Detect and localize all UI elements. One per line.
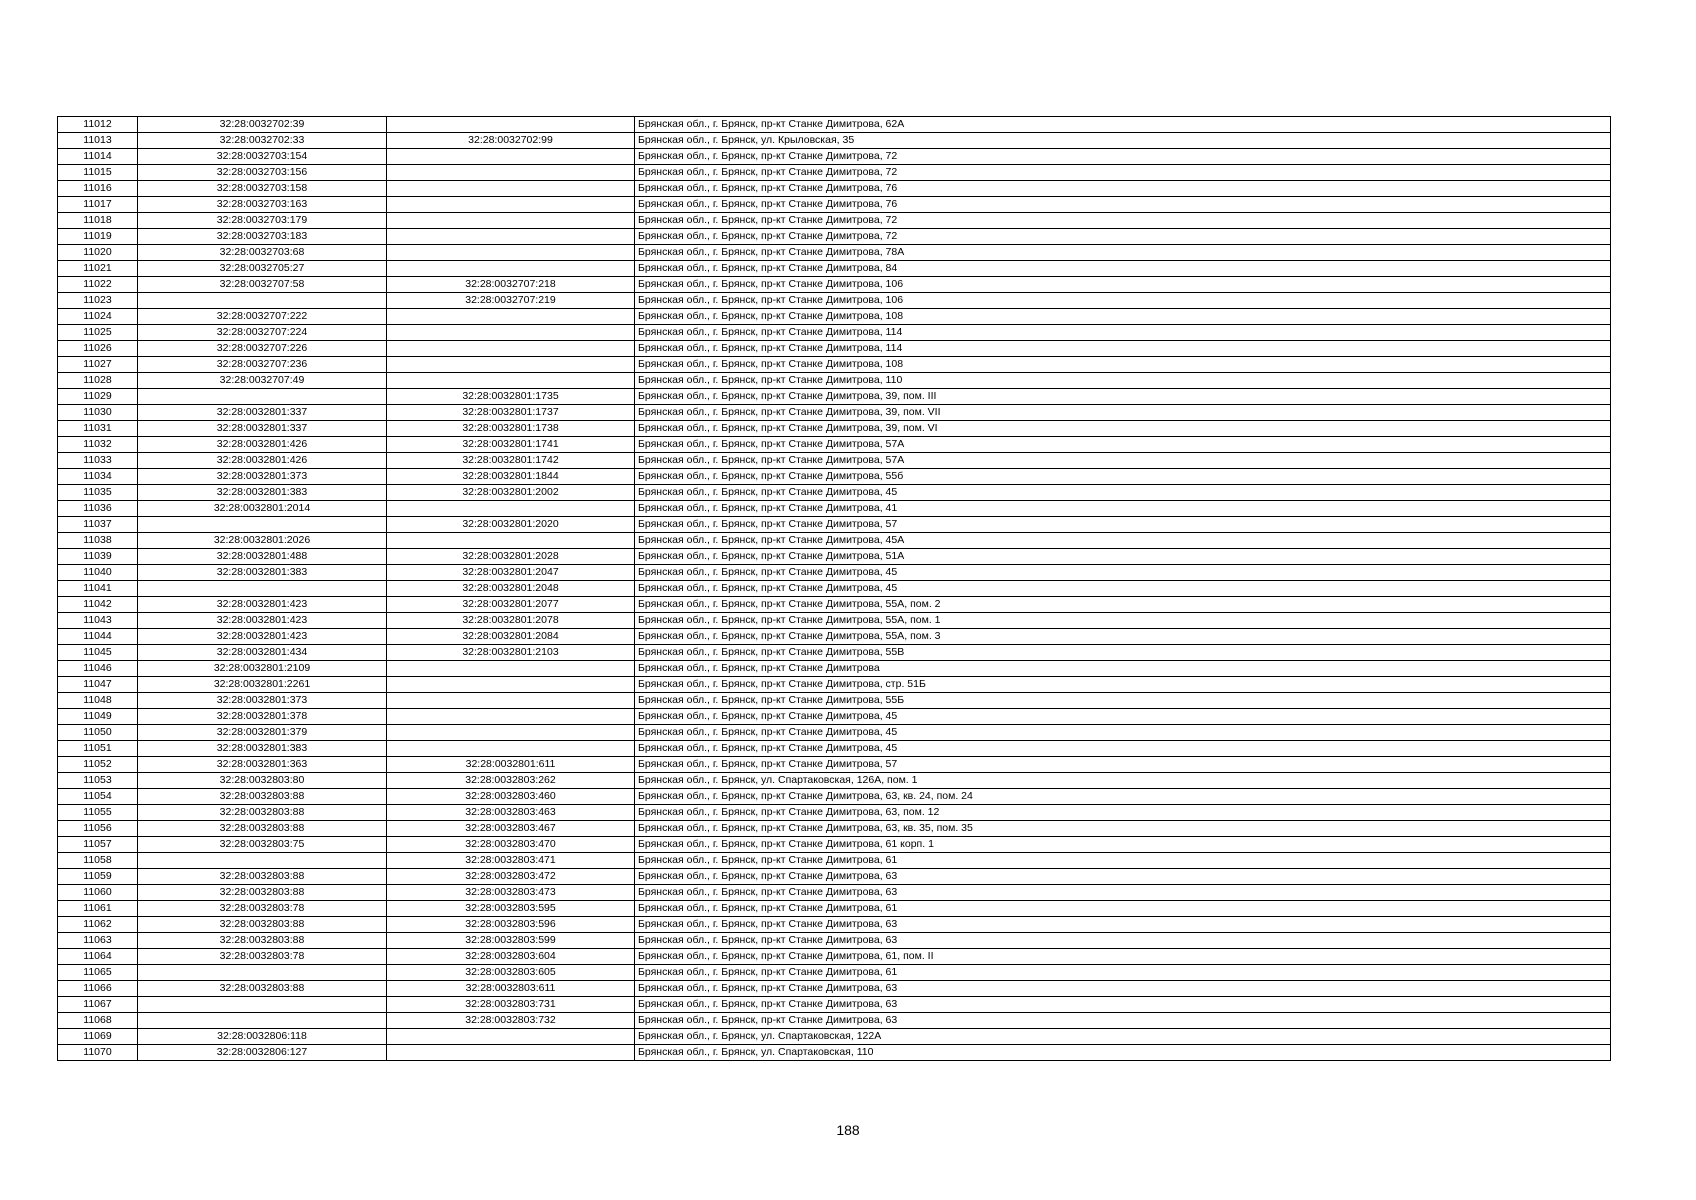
address-cell: Брянская обл., г. Брянск, пр-кт Станке Димитрова, 55В	[635, 645, 1611, 661]
row-number-cell: 11060	[58, 885, 138, 901]
object-cadastral-number-cell	[387, 117, 635, 133]
parcel-cadastral-number-cell: 32:28:0032702:39	[138, 117, 387, 133]
row-number-cell: 11041	[58, 581, 138, 597]
object-cadastral-number-cell	[387, 693, 635, 709]
table-row	[58, 325, 1611, 341]
object-cadastral-number-cell: 32:28:0032803:463	[387, 805, 635, 821]
parcel-cadastral-number-cell: 32:28:0032707:222	[138, 309, 387, 325]
address-cell: Брянская обл., г. Брянск, пр-кт Станке Димитрова, 114	[635, 325, 1611, 341]
object-cadastral-number-cell: 32:28:0032803:611	[387, 981, 635, 997]
row-number-cell: 11049	[58, 709, 138, 725]
parcel-cadastral-number-cell: 32:28:0032803:88	[138, 805, 387, 821]
parcel-cadastral-number-cell: 32:28:0032803:78	[138, 949, 387, 965]
address-cell: Брянская обл., г. Брянск, пр-кт Станке Димитрова, 61	[635, 853, 1611, 869]
address-cell: Брянская обл., г. Брянск, пр-кт Станке Димитрова, 45	[635, 565, 1611, 581]
row-number-cell: 11044	[58, 629, 138, 645]
address-cell: Брянская обл., г. Брянск, пр-кт Станке Димитрова, 106	[635, 277, 1611, 293]
parcel-cadastral-number-cell: 32:28:0032801:378	[138, 709, 387, 725]
table-row	[58, 837, 1611, 853]
table-row	[58, 373, 1611, 389]
object-cadastral-number-cell	[387, 229, 635, 245]
parcel-cadastral-number-cell: 32:28:0032801:337	[138, 405, 387, 421]
parcel-cadastral-number-cell: 32:28:0032707:236	[138, 357, 387, 373]
address-cell: Брянская обл., г. Брянск, пр-кт Станке Димитрова, 108	[635, 309, 1611, 325]
address-cell: Брянская обл., г. Брянск, пр-кт Станке Димитрова, 63	[635, 1013, 1611, 1029]
parcel-cadastral-number-cell: 32:28:0032801:383	[138, 485, 387, 501]
parcel-cadastral-number-cell: 32:28:0032707:49	[138, 373, 387, 389]
object-cadastral-number-cell	[387, 533, 635, 549]
table-row	[58, 197, 1611, 213]
parcel-cadastral-number-cell: 32:28:0032803:88	[138, 933, 387, 949]
address-cell: Брянская обл., г. Брянск, пр-кт Станке Димитрова, 110	[635, 373, 1611, 389]
row-number-cell: 11042	[58, 597, 138, 613]
row-number-cell: 11015	[58, 165, 138, 181]
row-number-cell: 11028	[58, 373, 138, 389]
object-cadastral-number-cell: 32:28:0032803:467	[387, 821, 635, 837]
address-cell: Брянская обл., г. Брянск, пр-кт Станке Димитрова, 55б	[635, 469, 1611, 485]
table-row	[58, 517, 1611, 533]
row-number-cell: 11045	[58, 645, 138, 661]
table-row	[58, 645, 1611, 661]
table-row	[58, 405, 1611, 421]
row-number-cell: 11046	[58, 661, 138, 677]
address-cell: Брянская обл., г. Брянск, пр-кт Станке Димитрова, 45	[635, 741, 1611, 757]
parcel-cadastral-number-cell: 32:28:0032801:434	[138, 645, 387, 661]
object-cadastral-number-cell	[387, 213, 635, 229]
parcel-cadastral-number-cell: 32:28:0032703:158	[138, 181, 387, 197]
parcel-cadastral-number-cell: 32:28:0032801:2109	[138, 661, 387, 677]
object-cadastral-number-cell: 32:28:0032803:731	[387, 997, 635, 1013]
table-row	[58, 965, 1611, 981]
row-number-cell: 11036	[58, 501, 138, 517]
row-number-cell: 11056	[58, 821, 138, 837]
object-cadastral-number-cell: 32:28:0032803:596	[387, 917, 635, 933]
table-row	[58, 149, 1611, 165]
parcel-cadastral-number-cell: 32:28:0032801:2261	[138, 677, 387, 693]
parcel-cadastral-number-cell	[138, 293, 387, 309]
row-number-cell: 11035	[58, 485, 138, 501]
row-number-cell: 11016	[58, 181, 138, 197]
object-cadastral-number-cell	[387, 501, 635, 517]
row-number-cell: 11055	[58, 805, 138, 821]
parcel-cadastral-number-cell: 32:28:0032703:154	[138, 149, 387, 165]
parcel-cadastral-number-cell	[138, 965, 387, 981]
address-cell: Брянская обл., г. Брянск, пр-кт Станке Димитрова, 63, кв. 35, пом. 35	[635, 821, 1611, 837]
object-cadastral-number-cell: 32:28:0032702:99	[387, 133, 635, 149]
parcel-cadastral-number-cell: 32:28:0032803:88	[138, 981, 387, 997]
row-number-cell: 11047	[58, 677, 138, 693]
table-row	[58, 693, 1611, 709]
address-cell: Брянская обл., г. Брянск, пр-кт Станке Димитрова, 61 корп. 1	[635, 837, 1611, 853]
address-cell: Брянская обл., г. Брянск, пр-кт Станке Димитрова, 61, пом. II	[635, 949, 1611, 965]
table-row	[58, 677, 1611, 693]
address-cell: Брянская обл., г. Брянск, пр-кт Станке Димитрова, 63	[635, 917, 1611, 933]
parcel-cadastral-number-cell: 32:28:0032801:426	[138, 437, 387, 453]
table-row	[58, 661, 1611, 677]
address-cell: Брянская обл., г. Брянск, пр-кт Станке Димитрова, 84	[635, 261, 1611, 277]
object-cadastral-number-cell: 32:28:0032803:472	[387, 869, 635, 885]
object-cadastral-number-cell	[387, 741, 635, 757]
address-cell: Брянская обл., г. Брянск, пр-кт Станке Димитрова, 45	[635, 581, 1611, 597]
row-number-cell: 11050	[58, 725, 138, 741]
parcel-cadastral-number-cell	[138, 1013, 387, 1029]
table-row	[58, 421, 1611, 437]
table-row	[58, 613, 1611, 629]
parcel-cadastral-number-cell: 32:28:0032801:426	[138, 453, 387, 469]
object-cadastral-number-cell: 32:28:0032803:470	[387, 837, 635, 853]
parcel-cadastral-number-cell	[138, 997, 387, 1013]
row-number-cell: 11043	[58, 613, 138, 629]
object-cadastral-number-cell: 32:28:0032801:1737	[387, 405, 635, 421]
row-number-cell: 11070	[58, 1045, 138, 1061]
parcel-cadastral-number-cell: 32:28:0032801:423	[138, 629, 387, 645]
parcel-cadastral-number-cell: 32:28:0032703:179	[138, 213, 387, 229]
row-number-cell: 11061	[58, 901, 138, 917]
parcel-cadastral-number-cell	[138, 581, 387, 597]
object-cadastral-number-cell: 32:28:0032803:599	[387, 933, 635, 949]
object-cadastral-number-cell	[387, 245, 635, 261]
row-number-cell: 11026	[58, 341, 138, 357]
address-cell: Брянская обл., г. Брянск, пр-кт Станке Димитрова, 55А, пом. 2	[635, 597, 1611, 613]
parcel-cadastral-number-cell: 32:28:0032801:337	[138, 421, 387, 437]
parcel-cadastral-number-cell: 32:28:0032801:373	[138, 693, 387, 709]
parcel-cadastral-number-cell	[138, 853, 387, 869]
row-number-cell: 11012	[58, 117, 138, 133]
address-cell: Брянская обл., г. Брянск, пр-кт Станке Димитрова, 63, кв. 24, пом. 24	[635, 789, 1611, 805]
table-row	[58, 1013, 1611, 1029]
object-cadastral-number-cell: 32:28:0032803:471	[387, 853, 635, 869]
table-row	[58, 709, 1611, 725]
table-row	[58, 853, 1611, 869]
address-cell: Брянская обл., г. Брянск, пр-кт Станке Димитрова, 72	[635, 229, 1611, 245]
row-number-cell: 11037	[58, 517, 138, 533]
object-cadastral-number-cell: 32:28:0032803:262	[387, 773, 635, 789]
object-cadastral-number-cell: 32:28:0032803:604	[387, 949, 635, 965]
row-number-cell: 11048	[58, 693, 138, 709]
object-cadastral-number-cell	[387, 149, 635, 165]
row-number-cell: 11027	[58, 357, 138, 373]
object-cadastral-number-cell	[387, 309, 635, 325]
address-cell: Брянская обл., г. Брянск, пр-кт Станке Димитрова, стр. 51Б	[635, 677, 1611, 693]
table-row	[58, 133, 1611, 149]
table-row	[58, 1045, 1611, 1061]
parcel-cadastral-number-cell: 32:28:0032702:33	[138, 133, 387, 149]
address-cell: Брянская обл., г. Брянск, пр-кт Станке Димитрова, 45	[635, 485, 1611, 501]
parcel-cadastral-number-cell: 32:28:0032801:423	[138, 613, 387, 629]
table-row	[58, 741, 1611, 757]
table-row	[58, 773, 1611, 789]
object-cadastral-number-cell: 32:28:0032801:2020	[387, 517, 635, 533]
parcel-cadastral-number-cell: 32:28:0032803:88	[138, 821, 387, 837]
object-cadastral-number-cell	[387, 165, 635, 181]
parcel-cadastral-number-cell: 32:28:0032703:156	[138, 165, 387, 181]
address-cell: Брянская обл., г. Брянск, ул. Спартаковская, 126А, пом. 1	[635, 773, 1611, 789]
address-cell: Брянская обл., г. Брянск, пр-кт Станке Димитрова, 45А	[635, 533, 1611, 549]
object-cadastral-number-cell	[387, 181, 635, 197]
table-row	[58, 293, 1611, 309]
parcel-cadastral-number-cell: 32:28:0032707:58	[138, 277, 387, 293]
row-number-cell: 11023	[58, 293, 138, 309]
parcel-cadastral-number-cell: 32:28:0032705:27	[138, 261, 387, 277]
address-cell: Брянская обл., г. Брянск, пр-кт Станке Димитрова, 45	[635, 709, 1611, 725]
object-cadastral-number-cell: 32:28:0032803:473	[387, 885, 635, 901]
row-number-cell: 11018	[58, 213, 138, 229]
row-number-cell: 11014	[58, 149, 138, 165]
table-row	[58, 725, 1611, 741]
object-cadastral-number-cell: 32:28:0032707:219	[387, 293, 635, 309]
table-row	[58, 789, 1611, 805]
row-number-cell: 11053	[58, 773, 138, 789]
parcel-cadastral-number-cell: 32:28:0032707:226	[138, 341, 387, 357]
row-number-cell: 11065	[58, 965, 138, 981]
parcel-cadastral-number-cell: 32:28:0032803:88	[138, 885, 387, 901]
table-row	[58, 805, 1611, 821]
address-cell: Брянская обл., г. Брянск, пр-кт Станке Димитрова, 57	[635, 757, 1611, 773]
address-cell: Брянская обл., г. Брянск, пр-кт Станке Димитрова, 72	[635, 149, 1611, 165]
table-row	[58, 165, 1611, 181]
address-cell: Брянская обл., г. Брянск, пр-кт Станке Димитрова, 63, пом. 12	[635, 805, 1611, 821]
address-cell: Брянская обл., г. Брянск, пр-кт Станке Димитрова, 61	[635, 901, 1611, 917]
row-number-cell: 11040	[58, 565, 138, 581]
parcel-cadastral-number-cell: 32:28:0032801:2014	[138, 501, 387, 517]
table-row	[58, 245, 1611, 261]
address-cell: Брянская обл., г. Брянск, пр-кт Станке Димитрова, 72	[635, 213, 1611, 229]
address-cell: Брянская обл., г. Брянск, пр-кт Станке Димитрова, 57	[635, 517, 1611, 533]
row-number-cell: 11030	[58, 405, 138, 421]
parcel-cadastral-number-cell: 32:28:0032703:68	[138, 245, 387, 261]
registry-table-body	[58, 117, 1611, 1061]
table-row	[58, 181, 1611, 197]
object-cadastral-number-cell: 32:28:0032801:2002	[387, 485, 635, 501]
parcel-cadastral-number-cell	[138, 389, 387, 405]
object-cadastral-number-cell: 32:28:0032801:1735	[387, 389, 635, 405]
table-row	[58, 933, 1611, 949]
parcel-cadastral-number-cell: 32:28:0032801:2026	[138, 533, 387, 549]
parcel-cadastral-number-cell: 32:28:0032806:127	[138, 1045, 387, 1061]
object-cadastral-number-cell	[387, 725, 635, 741]
row-number-cell: 11019	[58, 229, 138, 245]
row-number-cell: 11069	[58, 1029, 138, 1045]
table-row	[58, 341, 1611, 357]
table-row	[58, 229, 1611, 245]
table-row	[58, 1029, 1611, 1045]
table-row	[58, 357, 1611, 373]
address-cell: Брянская обл., г. Брянск, пр-кт Станке Димитрова, 78А	[635, 245, 1611, 261]
table-row	[58, 581, 1611, 597]
page-number: 188	[836, 1122, 860, 1138]
parcel-cadastral-number-cell: 32:28:0032801:383	[138, 741, 387, 757]
table-row	[58, 533, 1611, 549]
table-row	[58, 277, 1611, 293]
registry-table	[57, 116, 1611, 1061]
object-cadastral-number-cell: 32:28:0032801:1844	[387, 469, 635, 485]
table-row	[58, 885, 1611, 901]
object-cadastral-number-cell: 32:28:0032803:732	[387, 1013, 635, 1029]
object-cadastral-number-cell: 32:28:0032803:605	[387, 965, 635, 981]
row-number-cell: 11058	[58, 853, 138, 869]
parcel-cadastral-number-cell: 32:28:0032803:88	[138, 917, 387, 933]
row-number-cell: 11038	[58, 533, 138, 549]
object-cadastral-number-cell	[387, 197, 635, 213]
address-cell: Брянская обл., г. Брянск, пр-кт Станке Димитрова, 72	[635, 165, 1611, 181]
row-number-cell: 11039	[58, 549, 138, 565]
table-row	[58, 949, 1611, 965]
parcel-cadastral-number-cell: 32:28:0032707:224	[138, 325, 387, 341]
address-cell: Брянская обл., г. Брянск, пр-кт Станке Димитрова, 55А, пом. 3	[635, 629, 1611, 645]
parcel-cadastral-number-cell: 32:28:0032803:88	[138, 869, 387, 885]
table-row	[58, 117, 1611, 133]
row-number-cell: 11013	[58, 133, 138, 149]
object-cadastral-number-cell	[387, 341, 635, 357]
row-number-cell: 11024	[58, 309, 138, 325]
row-number-cell: 11021	[58, 261, 138, 277]
address-cell: Брянская обл., г. Брянск, пр-кт Станке Димитрова, 63	[635, 981, 1611, 997]
address-cell: Брянская обл., г. Брянск, пр-кт Станке Димитрова, 63	[635, 933, 1611, 949]
object-cadastral-number-cell: 32:28:0032801:1742	[387, 453, 635, 469]
table-row	[58, 309, 1611, 325]
row-number-cell: 11066	[58, 981, 138, 997]
parcel-cadastral-number-cell: 32:28:0032801:379	[138, 725, 387, 741]
row-number-cell: 11051	[58, 741, 138, 757]
table-row	[58, 997, 1611, 1013]
object-cadastral-number-cell: 32:28:0032801:2028	[387, 549, 635, 565]
object-cadastral-number-cell: 32:28:0032801:2077	[387, 597, 635, 613]
address-cell: Брянская обл., г. Брянск, пр-кт Станке Димитрова, 63	[635, 885, 1611, 901]
table-row	[58, 501, 1611, 517]
table-row	[58, 389, 1611, 405]
object-cadastral-number-cell	[387, 261, 635, 277]
row-number-cell: 11052	[58, 757, 138, 773]
row-number-cell: 11067	[58, 997, 138, 1013]
object-cadastral-number-cell: 32:28:0032801:2048	[387, 581, 635, 597]
address-cell: Брянская обл., г. Брянск, пр-кт Станке Димитрова, 41	[635, 501, 1611, 517]
address-cell: Брянская обл., г. Брянск, пр-кт Станке Димитрова, 39, пом. VI	[635, 421, 1611, 437]
address-cell: Брянская обл., г. Брянск, пр-кт Станке Димитрова, 76	[635, 181, 1611, 197]
object-cadastral-number-cell	[387, 661, 635, 677]
row-number-cell: 11062	[58, 917, 138, 933]
object-cadastral-number-cell: 32:28:0032801:2084	[387, 629, 635, 645]
object-cadastral-number-cell: 32:28:0032707:218	[387, 277, 635, 293]
table-row	[58, 469, 1611, 485]
address-cell: Брянская обл., г. Брянск, пр-кт Станке Димитрова, 39, пом. VII	[635, 405, 1611, 421]
row-number-cell: 11020	[58, 245, 138, 261]
object-cadastral-number-cell: 32:28:0032803:595	[387, 901, 635, 917]
row-number-cell: 11032	[58, 437, 138, 453]
address-cell: Брянская обл., г. Брянск, пр-кт Станке Димитрова, 114	[635, 341, 1611, 357]
table-row	[58, 629, 1611, 645]
row-number-cell: 11057	[58, 837, 138, 853]
address-cell: Брянская обл., г. Брянск, пр-кт Станке Димитрова, 57А	[635, 453, 1611, 469]
parcel-cadastral-number-cell: 32:28:0032801:488	[138, 549, 387, 565]
row-number-cell: 11029	[58, 389, 138, 405]
row-number-cell: 11031	[58, 421, 138, 437]
row-number-cell: 11059	[58, 869, 138, 885]
object-cadastral-number-cell	[387, 1045, 635, 1061]
address-cell: Брянская обл., г. Брянск, пр-кт Станке Димитрова, 57А	[635, 437, 1611, 453]
parcel-cadastral-number-cell: 32:28:0032801:363	[138, 757, 387, 773]
row-number-cell: 11068	[58, 1013, 138, 1029]
address-cell: Брянская обл., г. Брянск, пр-кт Станке Димитрова, 76	[635, 197, 1611, 213]
row-number-cell: 11033	[58, 453, 138, 469]
row-number-cell: 11022	[58, 277, 138, 293]
table-row	[58, 485, 1611, 501]
row-number-cell: 11034	[58, 469, 138, 485]
row-number-cell: 11054	[58, 789, 138, 805]
table-row	[58, 213, 1611, 229]
table-row	[58, 917, 1611, 933]
parcel-cadastral-number-cell: 32:28:0032801:383	[138, 565, 387, 581]
parcel-cadastral-number-cell: 32:28:0032703:163	[138, 197, 387, 213]
table-row	[58, 565, 1611, 581]
object-cadastral-number-cell: 32:28:0032801:2078	[387, 613, 635, 629]
address-cell: Брянская обл., г. Брянск, пр-кт Станке Димитрова, 63	[635, 869, 1611, 885]
table-row	[58, 453, 1611, 469]
table-row	[58, 981, 1611, 997]
table-row	[58, 597, 1611, 613]
object-cadastral-number-cell	[387, 1029, 635, 1045]
address-cell: Брянская обл., г. Брянск, ул. Крыловская, 35	[635, 133, 1611, 149]
object-cadastral-number-cell: 32:28:0032801:2047	[387, 565, 635, 581]
parcel-cadastral-number-cell: 32:28:0032803:88	[138, 789, 387, 805]
row-number-cell: 11025	[58, 325, 138, 341]
parcel-cadastral-number-cell: 32:28:0032801:373	[138, 469, 387, 485]
object-cadastral-number-cell: 32:28:0032801:1741	[387, 437, 635, 453]
address-cell: Брянская обл., г. Брянск, пр-кт Станке Димитрова, 39, пом. III	[635, 389, 1611, 405]
address-cell: Брянская обл., г. Брянск, пр-кт Станке Димитрова	[635, 661, 1611, 677]
address-cell: Брянская обл., г. Брянск, пр-кт Станке Димитрова, 61	[635, 965, 1611, 981]
parcel-cadastral-number-cell: 32:28:0032803:78	[138, 901, 387, 917]
object-cadastral-number-cell	[387, 325, 635, 341]
address-cell: Брянская обл., г. Брянск, пр-кт Станке Димитрова, 108	[635, 357, 1611, 373]
object-cadastral-number-cell	[387, 357, 635, 373]
address-cell: Брянская обл., г. Брянск, пр-кт Станке Димитрова, 106	[635, 293, 1611, 309]
table-row	[58, 757, 1611, 773]
address-cell: Брянская обл., г. Брянск, пр-кт Станке Димитрова, 62А	[635, 117, 1611, 133]
table-row	[58, 261, 1611, 277]
object-cadastral-number-cell: 32:28:0032803:460	[387, 789, 635, 805]
address-cell: Брянская обл., г. Брянск, ул. Спартаковская, 110	[635, 1045, 1611, 1061]
object-cadastral-number-cell	[387, 709, 635, 725]
object-cadastral-number-cell: 32:28:0032801:1738	[387, 421, 635, 437]
object-cadastral-number-cell: 32:28:0032801:611	[387, 757, 635, 773]
table-row	[58, 549, 1611, 565]
row-number-cell: 11064	[58, 949, 138, 965]
address-cell: Брянская обл., г. Брянск, пр-кт Станке Димитрова, 63	[635, 997, 1611, 1013]
address-cell: Брянская обл., г. Брянск, пр-кт Станке Димитрова, 55А, пом. 1	[635, 613, 1611, 629]
address-cell: Брянская обл., г. Брянск, пр-кт Станке Димитрова, 51А	[635, 549, 1611, 565]
table-row	[58, 901, 1611, 917]
object-cadastral-number-cell	[387, 677, 635, 693]
parcel-cadastral-number-cell: 32:28:0032703:183	[138, 229, 387, 245]
address-cell: Брянская обл., г. Брянск, пр-кт Станке Димитрова, 45	[635, 725, 1611, 741]
table-row	[58, 869, 1611, 885]
row-number-cell: 11063	[58, 933, 138, 949]
address-cell: Брянская обл., г. Брянск, ул. Спартаковская, 122А	[635, 1029, 1611, 1045]
parcel-cadastral-number-cell: 32:28:0032801:423	[138, 597, 387, 613]
parcel-cadastral-number-cell: 32:28:0032803:80	[138, 773, 387, 789]
row-number-cell: 11017	[58, 197, 138, 213]
address-cell: Брянская обл., г. Брянск, пр-кт Станке Димитрова, 55Б	[635, 693, 1611, 709]
object-cadastral-number-cell: 32:28:0032801:2103	[387, 645, 635, 661]
parcel-cadastral-number-cell	[138, 517, 387, 533]
object-cadastral-number-cell	[387, 373, 635, 389]
table-row	[58, 437, 1611, 453]
table-row	[58, 821, 1611, 837]
parcel-cadastral-number-cell: 32:28:0032806:118	[138, 1029, 387, 1045]
parcel-cadastral-number-cell: 32:28:0032803:75	[138, 837, 387, 853]
